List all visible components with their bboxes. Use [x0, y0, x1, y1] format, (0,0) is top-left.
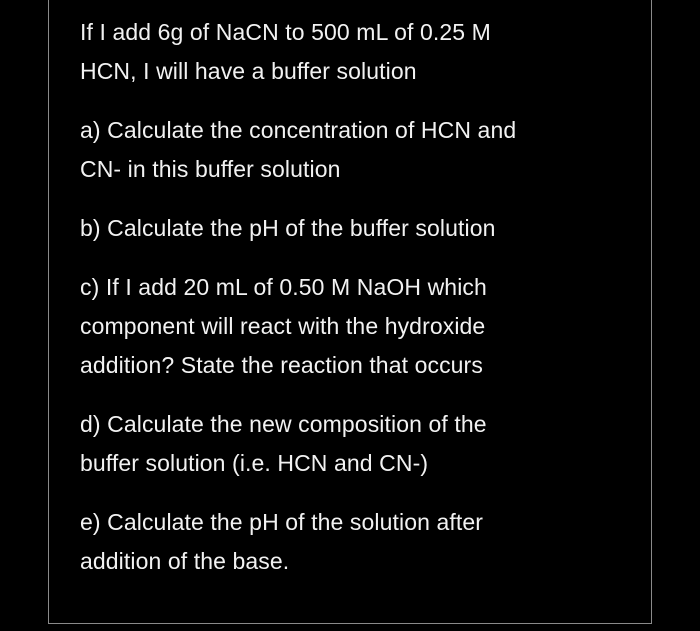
- question-part-d: d) Calculate the new composition of the buffer solution (i.e. HCN and CN-): [80, 411, 487, 476]
- question-part-b: b) Calculate the pH of the buffer solution: [80, 215, 496, 241]
- question-part-e: e) Calculate the pH of the solution after addition of the base.: [80, 509, 483, 574]
- question-part-c: c) If I add 20 mL of 0.50 M NaOH which component will react with the hydroxide addition? State the reaction that occurs: [80, 274, 487, 378]
- question-part-a: a) Calculate the concentration of HCN and CN- in this buffer solution: [80, 117, 517, 182]
- question-intro: If I add 6g of NaCN to 500 mL of 0.25 M HCN, I will have a buffer solution: [80, 19, 491, 84]
